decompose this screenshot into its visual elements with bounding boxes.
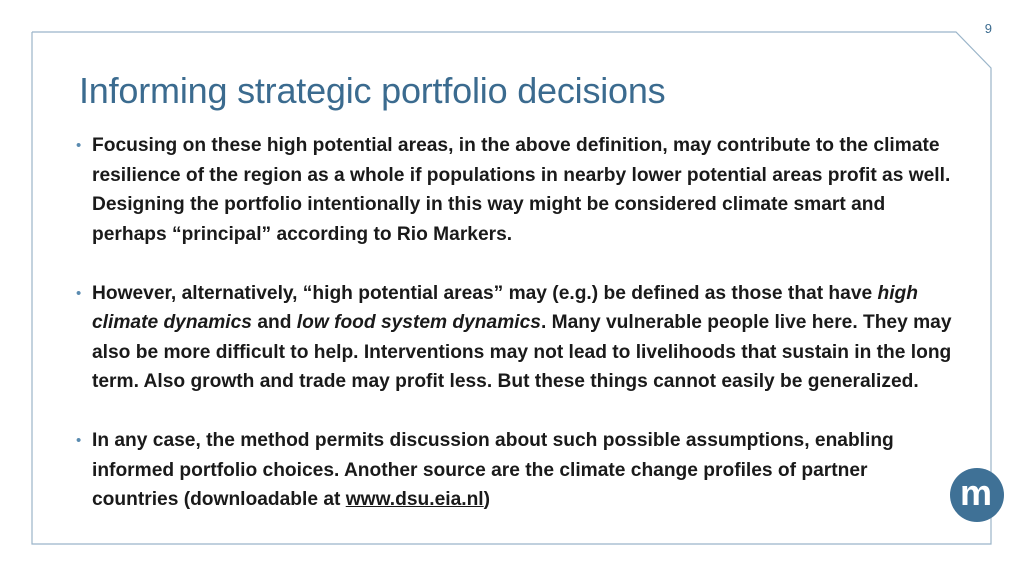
bullet-icon: • xyxy=(76,432,82,449)
bullet-text: and xyxy=(251,312,297,333)
bullet-item xyxy=(76,279,956,397)
bullet-text: ) xyxy=(483,489,491,510)
logo-icon xyxy=(950,468,1004,522)
bullet-text: . Many vulnerable people live here. They may also be more difficult to help. Interventions may not lead to livelihoods that sustain in the long term. Also growth and trade may profit less. But these things cannot easily be generalized. xyxy=(92,312,952,392)
bullet-text: However, alternatively, “high potential areas” may (e.g.) be defined as those that have xyxy=(92,282,878,304)
bullet-icon: • xyxy=(76,284,82,302)
slide-body xyxy=(76,131,956,515)
bullet-item xyxy=(76,131,956,249)
page-number: 9 xyxy=(984,21,992,36)
bullet-text: Focusing on these high potential areas, in the above definition, may contribute to the climate resilience of the region as a whole if populations in nearby lower potential areas profit as well. Designing the portfolio intentionally in this way might be considered climate smart and perhaps “principal” according to Rio Markers. xyxy=(92,135,951,245)
emphasis-text: high climate dynamics xyxy=(92,282,918,333)
bullet-icon: • xyxy=(76,137,82,154)
bullet-text: In any case, the method permits discussion about such possible assumptions, enabling informed portfolio choices. Another source are the climate change profiles of partner countries (downloadable at xyxy=(92,430,894,510)
slide-title: Informing strategic portfolio decisions xyxy=(79,70,666,111)
bullet-item xyxy=(76,426,956,515)
logo-letter: m xyxy=(959,472,993,513)
emphasis-text: low food system dynamics xyxy=(296,312,541,333)
download-link[interactable]: www.dsu.eia.nl xyxy=(345,489,484,510)
